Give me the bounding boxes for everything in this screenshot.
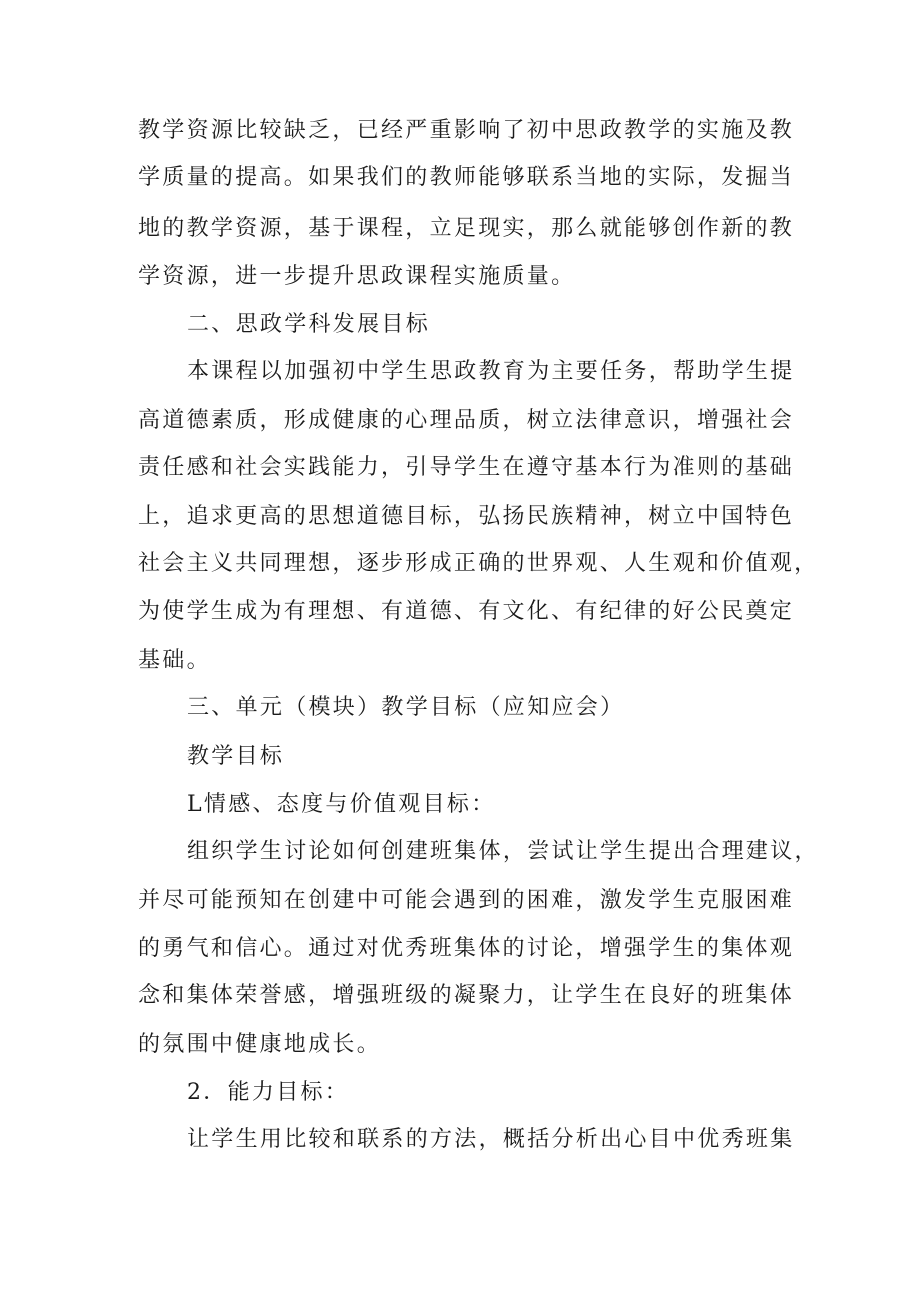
paragraph-line: 念和集体荣誉感，增强班级的凝聚力，让学生在良好的班集体 (138, 983, 795, 1008)
paragraph-line: 社会主义共同理想，逐步形成正确的世界观、人生观和价值观， (138, 551, 819, 576)
section-heading: 二、思政学科发展目标 (187, 312, 431, 337)
paragraph-line: 的氛围中健康地成长。 (138, 1032, 382, 1057)
paragraph-line: 地的教学资源，基于课程，立足现实，那么就能够创作新的教 (138, 216, 795, 241)
paragraph-line: 并尽可能预知在创建中可能会遇到的困难，激发学生克服困难 (138, 888, 795, 913)
paragraph-line: 责任感和社会实践能力，引导学生在遵守基本行为准则的基础 (138, 455, 795, 480)
subsection-heading: L情感、态度与价值观目标： (187, 792, 496, 817)
paragraph-line: 的勇气和信心。通过对优秀班集体的讨论，增强学生的集体观 (138, 936, 795, 961)
subsection-heading: 教学目标 (187, 744, 285, 769)
subsection-heading: 2．能力目标： (187, 1080, 350, 1105)
section-heading: 三、单元（模块）教学目标（应知应会） (187, 695, 625, 720)
paragraph-line: 上，追求更高的思想道德目标，弘扬民族精神，树立中国特色 (138, 504, 795, 529)
paragraph-line: 本课程以加强初中学生思政教育为主要任务，帮助学生提 (187, 359, 795, 384)
paragraph-line: 基础。 (138, 648, 211, 673)
paragraph-line: 让学生用比较和联系的方法，概括分析出心目中优秀班集 (187, 1127, 795, 1152)
paragraph-line: 为使学生成为有理想、有道德、有文化、有纪律的好公民奠定 (138, 599, 795, 624)
paragraph-line: 学资源，进一步提升思政课程实施质量。 (138, 264, 576, 289)
paragraph-line: 高道德素质，形成健康的心理品质，树立法律意识，增强社会 (138, 408, 795, 433)
paragraph-line: 教学资源比较缺乏，已经严重影响了初中思政教学的实施及教 (138, 118, 795, 143)
paragraph-line: 组织学生讨论如何创建班集体，尝试让学生提出合理建议， (187, 839, 819, 864)
paragraph-line: 学质量的提高。如果我们的教师能够联系当地的实际，发掘当 (138, 165, 795, 190)
